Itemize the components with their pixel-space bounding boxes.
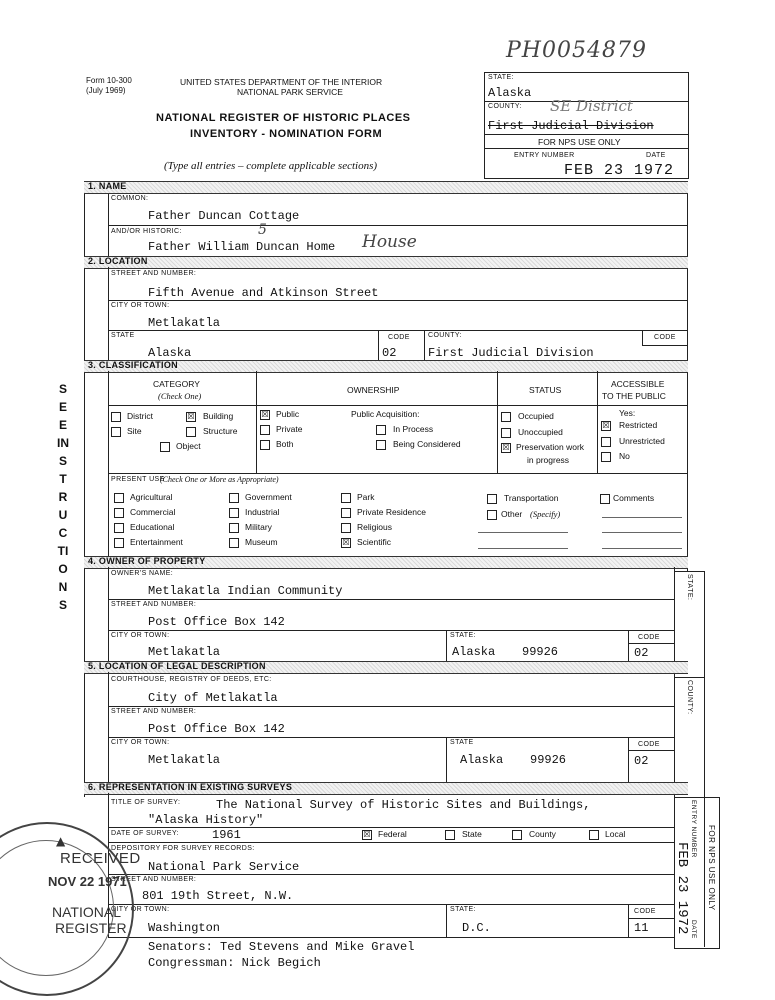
accessible-no-checkbox[interactable]: [601, 452, 611, 462]
survey-title-line2: "Alaska History": [148, 813, 264, 827]
status-occupied-checkbox[interactable]: [501, 412, 511, 422]
use-private-residence-checkbox[interactable]: [341, 508, 351, 518]
location-code-label: CODE: [388, 334, 410, 341]
location-state: Alaska: [148, 346, 192, 360]
location-county-label: COUNTY:: [428, 332, 462, 339]
ownership-both-checkbox[interactable]: [260, 440, 270, 450]
entry-number-label: ENTRY NUMBER: [514, 152, 575, 159]
sidebar-county-label: COUNTY:: [686, 680, 693, 715]
survey-state-label: State: [462, 829, 482, 839]
location-code: 02: [382, 346, 397, 360]
present-use-label: PRESENT USE: [111, 476, 165, 483]
common-label: COMMON:: [111, 195, 149, 202]
use-entertainment-label: Entertainment: [130, 537, 183, 547]
top-date-label: DATE: [646, 152, 666, 159]
status-label: STATUS: [529, 385, 562, 395]
stamp-national-text: NATIONAL: [52, 904, 121, 920]
use-government-checkbox[interactable]: [229, 493, 239, 503]
accessible-no-label: No: [619, 451, 630, 461]
category-structure-label: Structure: [203, 426, 238, 436]
historic-name: Father William Duncan Home: [148, 240, 336, 254]
top-date-stamp: FEB 23 1972: [564, 162, 675, 179]
status-unoccupied-label: Unoccupied: [518, 427, 563, 437]
ownership-both-label: Both: [276, 439, 294, 449]
instructions-note: (Type all entries – complete applicable sections): [164, 160, 378, 172]
department-name: UNITED STATES DEPARTMENT OF THE INTERIOR: [180, 77, 383, 87]
acquisition-being-considered-label: Being Considered: [393, 439, 461, 449]
use-scientific-checkbox[interactable]: ☒: [342, 538, 350, 547]
accessible-label-2: TO THE PUBLIC: [602, 391, 666, 401]
sidebar-for-nps-label: FOR NPS USE ONLY: [707, 825, 716, 911]
form-title-line1: NATIONAL REGISTER OF HISTORIC PLACES: [156, 112, 411, 124]
location-street-label: STREET AND NUMBER:: [111, 270, 197, 277]
depository-label: DEPOSITORY FOR SURVEY RECORDS:: [111, 845, 255, 852]
top-state-label: STATE:: [488, 74, 514, 81]
sidebar-date-stamp: FEB 23 1972: [674, 842, 690, 935]
category-sub: (Check One): [158, 391, 202, 401]
survey-date: 1961: [212, 828, 241, 842]
acquisition-being-considered-checkbox[interactable]: [376, 440, 386, 450]
survey-local-checkbox[interactable]: [589, 830, 599, 840]
status-preservation-checkbox[interactable]: ☒: [502, 443, 510, 452]
legal-code: 02: [634, 754, 649, 768]
use-other-checkbox[interactable]: [487, 510, 497, 520]
survey-federal-checkbox[interactable]: ☒: [363, 830, 371, 839]
category-object-label: Object: [176, 441, 201, 451]
depository-code-label: CODE: [634, 908, 656, 915]
survey-federal-label: Federal: [378, 829, 407, 839]
category-building-checkbox[interactable]: ☒: [187, 412, 195, 421]
section-4-header: 4. OWNER OF PROPERTY: [84, 556, 688, 569]
legal-zip: 99926: [530, 753, 567, 767]
handwritten-county: SE District: [550, 97, 633, 115]
depository-city: Washington: [148, 921, 221, 935]
legal-street: Post Office Box 142: [148, 722, 285, 736]
ownership-private-checkbox[interactable]: [260, 425, 270, 435]
survey-date-label: DATE OF SURVEY:: [111, 830, 179, 837]
section-3-header: 3. CLASSIFICATION: [84, 360, 688, 373]
form-date: (July 1969): [86, 86, 126, 95]
use-commercial-label: Commercial: [130, 507, 176, 517]
use-religious-checkbox[interactable]: [341, 523, 351, 533]
location-street: Fifth Avenue and Atkinson Street: [148, 286, 379, 300]
stamp-date-text: NOV 22 1971: [48, 874, 127, 889]
category-structure-checkbox[interactable]: [186, 427, 196, 437]
handwritten-reference-number: PH0054879: [506, 38, 647, 63]
use-religious-label: Religious: [357, 522, 392, 532]
use-entertainment-checkbox[interactable]: [114, 538, 124, 548]
sidebar-state-label: STATE:: [686, 574, 693, 601]
form-number: Form 10-300: [86, 76, 132, 85]
nps-use-only-label: FOR NPS USE ONLY: [538, 137, 621, 147]
use-transportation-label: Transportation: [504, 493, 559, 503]
location-city-label: CITY OR TOWN:: [111, 302, 170, 309]
owner-state: Alaska: [452, 645, 496, 659]
section-5-header: 5. LOCATION OF LEGAL DESCRIPTION: [84, 661, 688, 674]
owner-street: Post Office Box 142: [148, 615, 285, 629]
use-park-label: Park: [357, 492, 375, 502]
present-use-sub: (Check One or More as Appropriate): [160, 475, 279, 484]
service-name: NATIONAL PARK SERVICE: [237, 87, 343, 97]
legal-state-label: STATE: [450, 739, 474, 746]
depository-code: 11: [634, 921, 649, 935]
use-other-specify: (Specify): [530, 509, 561, 519]
use-park-checkbox[interactable]: [341, 493, 351, 503]
owner-city-label: CITY OR TOWN:: [111, 632, 170, 639]
depository-name: National Park Service: [148, 860, 300, 874]
owner-state-label: STATE:: [450, 632, 476, 639]
section-6-header: 6. REPRESENTATION IN EXISTING SURVEYS: [84, 782, 688, 795]
category-district-checkbox[interactable]: [111, 412, 121, 422]
use-comments-label: Comments: [613, 493, 655, 503]
use-military-label: Military: [245, 522, 272, 532]
owner-code-label: CODE: [638, 634, 660, 641]
legal-city: Metlakatla: [148, 753, 221, 767]
use-museum-checkbox[interactable]: [229, 538, 239, 548]
survey-local-label: Local: [605, 829, 626, 839]
survey-title-label: TITLE OF SURVEY:: [111, 799, 181, 806]
congressman-line: Congressman: Nick Begich: [148, 956, 321, 970]
legal-city-label: CITY OR TOWN:: [111, 739, 170, 746]
status-in-progress-label: in progress: [527, 455, 570, 465]
ownership-public-label: Public: [276, 409, 300, 419]
top-state-value: Alaska: [488, 86, 532, 100]
owner-name: Metlakatla Indian Community: [148, 584, 343, 598]
use-agricultural-label: Agricultural: [130, 492, 173, 502]
ownership-public-checkbox[interactable]: ☒: [261, 410, 269, 419]
top-county-label: COUNTY:: [488, 103, 522, 110]
survey-title-line1: The National Survey of Historic Sites and Buildings,: [216, 798, 591, 812]
category-label: CATEGORY: [153, 379, 200, 389]
accessible-unrestricted-label: Unrestricted: [619, 436, 665, 446]
location-code2-label: CODE: [654, 334, 676, 341]
sidebar-entry-label: ENTRY NUMBER: [690, 800, 697, 858]
acquisition-in-process-checkbox[interactable]: [376, 425, 386, 435]
senators-line: Senators: Ted Stevens and Mike Gravel: [148, 940, 415, 954]
use-educational-label: Educational: [130, 522, 175, 532]
category-district-label: District: [127, 411, 153, 421]
use-educational-checkbox[interactable]: [114, 523, 124, 533]
use-comments-checkbox[interactable]: [600, 494, 610, 504]
owner-zip: 99926: [522, 645, 559, 659]
owner-city: Metlakatla: [148, 645, 221, 659]
historic-label: AND/OR HISTORIC:: [111, 228, 182, 235]
status-preservation-label: Preservation work: [516, 442, 585, 452]
depository-street: 801 19th Street, N.W.: [142, 889, 294, 903]
accessible-restricted-label: Restricted: [619, 420, 658, 430]
use-museum-label: Museum: [245, 537, 278, 547]
depository-street-label: STREET AND NUMBER:: [111, 876, 197, 883]
handwritten-house: House: [362, 232, 417, 252]
use-government-label: Government: [245, 492, 292, 502]
public-acquisition-label: Public Acquisition:: [351, 409, 420, 419]
use-scientific-label: Scientific: [357, 537, 392, 547]
status-occupied-label: Occupied: [518, 411, 554, 421]
use-other-label: Other: [501, 509, 523, 519]
use-industrial-label: Industrial: [245, 507, 280, 517]
use-agricultural-checkbox[interactable]: [114, 493, 124, 503]
category-object-checkbox[interactable]: [160, 442, 170, 452]
common-name: Father Duncan Cottage: [148, 209, 300, 223]
category-site-checkbox[interactable]: [111, 427, 121, 437]
sidebar-date-label: DATE: [690, 920, 697, 939]
stamp-received-text: RECEIVED: [60, 850, 141, 867]
location-county: First Judicial Division: [428, 346, 594, 360]
survey-county-label: County: [529, 829, 556, 839]
accessible-yes-label: Yes:: [619, 408, 636, 418]
accessible-unrestricted-checkbox[interactable]: [601, 437, 611, 447]
courthouse-label: COURTHOUSE, REGISTRY OF DEEDS, ETC:: [111, 676, 272, 683]
use-transportation-checkbox[interactable]: [487, 494, 497, 504]
category-site-label: Site: [127, 426, 142, 436]
status-unoccupied-checkbox[interactable]: [501, 428, 511, 438]
stamp-register-text: REGISTER: [55, 920, 127, 936]
acquisition-in-process-label: In Process: [393, 424, 434, 434]
depository-state-label: STATE:: [450, 906, 476, 913]
owner-name-label: OWNER'S NAME:: [111, 570, 174, 577]
survey-state-checkbox[interactable]: [445, 830, 455, 840]
ownership-label: OWNERSHIP: [347, 385, 400, 395]
accessible-restricted-checkbox[interactable]: ☒: [602, 421, 610, 430]
use-private-residence-label: Private Residence: [357, 507, 426, 517]
legal-code-label: CODE: [638, 741, 660, 748]
category-building-label: Building: [203, 411, 234, 421]
depository-city-label: CITY OR TOWN:: [111, 906, 170, 913]
handwritten-insert: 5: [258, 222, 267, 238]
stamp-arrow-icon: ▲: [56, 834, 66, 848]
location-city: Metlakatla: [148, 316, 221, 330]
legal-street-label: STREET AND NUMBER:: [111, 708, 197, 715]
survey-county-checkbox[interactable]: [512, 830, 522, 840]
form-title-line2: INVENTORY - NOMINATION FORM: [190, 128, 383, 140]
use-military-checkbox[interactable]: [229, 523, 239, 533]
courthouse-name: City of Metlakatla: [148, 691, 278, 705]
see-instructions-sidebar: SEE INSTRUCTIONS: [57, 382, 69, 612]
section-1-header: 1. NAME: [84, 181, 688, 194]
section-2-header: 2. LOCATION: [84, 256, 688, 269]
location-state-label: STATE: [111, 332, 135, 339]
use-commercial-checkbox[interactable]: [114, 508, 124, 518]
ownership-private-label: Private: [276, 424, 303, 434]
legal-state: Alaska: [460, 753, 504, 767]
accessible-label-1: ACCESSIBLE: [611, 379, 665, 389]
owner-code: 02: [634, 646, 649, 660]
owner-street-label: STREET AND NUMBER:: [111, 601, 197, 608]
use-industrial-checkbox[interactable]: [229, 508, 239, 518]
depository-state: D.C.: [462, 921, 491, 935]
top-county-value: First Judicial Division: [488, 119, 654, 133]
